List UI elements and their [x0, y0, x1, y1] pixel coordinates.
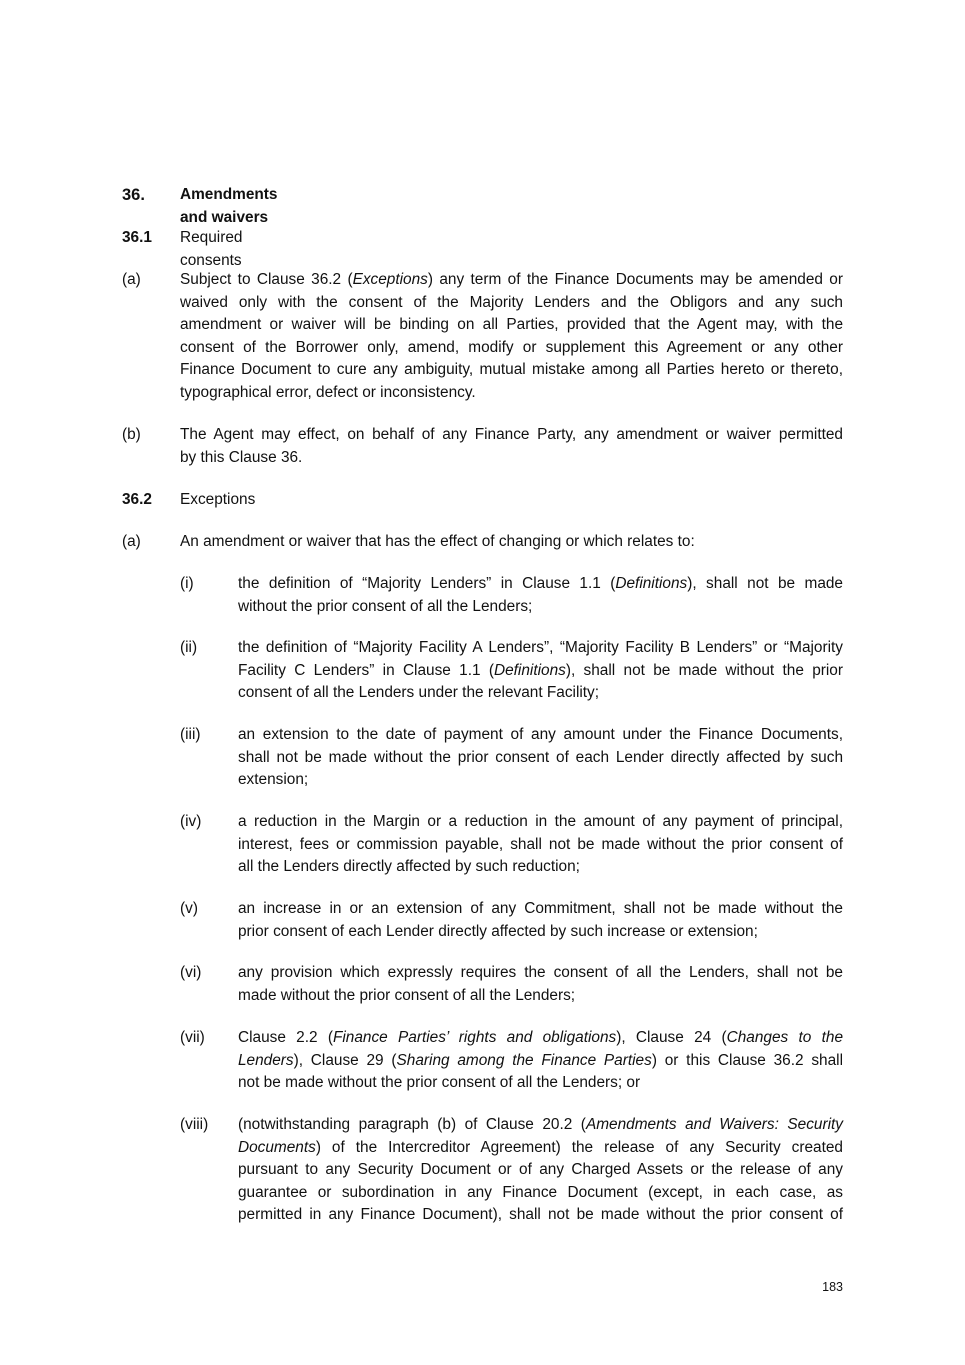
item-label: (viii) — [180, 1116, 209, 1133]
item-text: the definition of “Majority Facility A Lenders”, “Majority Facility B Lenders” or “Majority Facility C Lenders” in Clause 1.1 (Definitions), shall not be made without the prior consent of all the Lenders under the relevant Facility; — [238, 639, 843, 701]
item-label: (ii) — [180, 639, 198, 656]
paragraph-label: (a) — [122, 271, 141, 288]
item-label: (iii) — [180, 726, 201, 743]
item-label: (v) — [180, 900, 198, 917]
item-text: a reduction in the Margin or a reduction in the amount of any payment of principal, interest, fees or commission payable, shall not be made without the prior consent of all the Lenders directly affected by such reduction; — [238, 813, 843, 875]
paragraph-text: The Agent may effect, on behalf of any Finance Party, any amendment or waiver permitted by this Clause 36. — [180, 426, 843, 466]
item-label: (iv) — [180, 813, 202, 830]
subclause-number: 36.1 — [122, 229, 152, 246]
item-text: any provision which expressly requires the consent of all the Lenders, shall not be made without the prior consent of all the Lenders; — [238, 964, 843, 1004]
item-text: (notwithstanding paragraph (b) of Clause 20.2 (Amendments and Waivers: Security Documents) of the Intercreditor Agreement) the release of any Security created pursuant to any Security Document or of any Charged Assets or the release of any guarantee or subordination in any Finance Document (except, in each case, as permitted in any Finance Document), shall not be made without the prior consent of — [238, 1116, 843, 1223]
subclause-number: 36.2 — [122, 491, 152, 508]
item-text: Clause 2.2 (Finance Parties’ rights and obligations), Clause 24 (Changes to the Lenders), Clause 29 (Sharing among the Finance Parties) or this Clause 36.2 shall not be made without the prior consent of all the Lenders; or — [238, 1029, 843, 1091]
item-label: (vi) — [180, 964, 202, 981]
item-text: the definition of “Majority Lenders” in Clause 1.1 (Definitions), shall not be made without the prior consent of all the Lenders; — [238, 575, 843, 615]
clause-number: 36. — [122, 186, 145, 204]
clause-title: Amendments and waivers — [180, 186, 278, 226]
item-text: an increase in or an extension of any Commitment, shall not be made without the prior consent of each Lender directly affected by such increase or extension; — [238, 900, 843, 940]
page-number: 183 — [822, 1280, 843, 1294]
paragraph-label: (a) — [122, 533, 141, 550]
subclause-title: Required consents — [180, 229, 243, 269]
paragraph-text: An amendment or waiver that has the effect of changing or which relates to: — [180, 533, 695, 550]
item-text: an extension to the date of payment of any amount under the Finance Documents, shall not be made without the prior consent of each Lender directly affected by such extension; — [238, 726, 843, 788]
paragraph-text: Subject to Clause 36.2 (Exceptions) any term of the Finance Documents may be amended or waived only with the consent of the Majority Lenders and the Obligors and any such amendment or waiver will be binding on all Parties, provided that the Agent may, with the consent of the Borrower only, amend, modify or supplement this Agreement or any other Finance Document to cure any ambiguity, mutual mistake among all Parties hereto or thereto, typographical error, defect or inconsistency. — [180, 271, 843, 401]
item-label: (vii) — [180, 1029, 205, 1046]
subclause-title: Exceptions — [180, 491, 256, 508]
item-label: (i) — [180, 575, 194, 592]
paragraph-label: (b) — [122, 426, 141, 443]
